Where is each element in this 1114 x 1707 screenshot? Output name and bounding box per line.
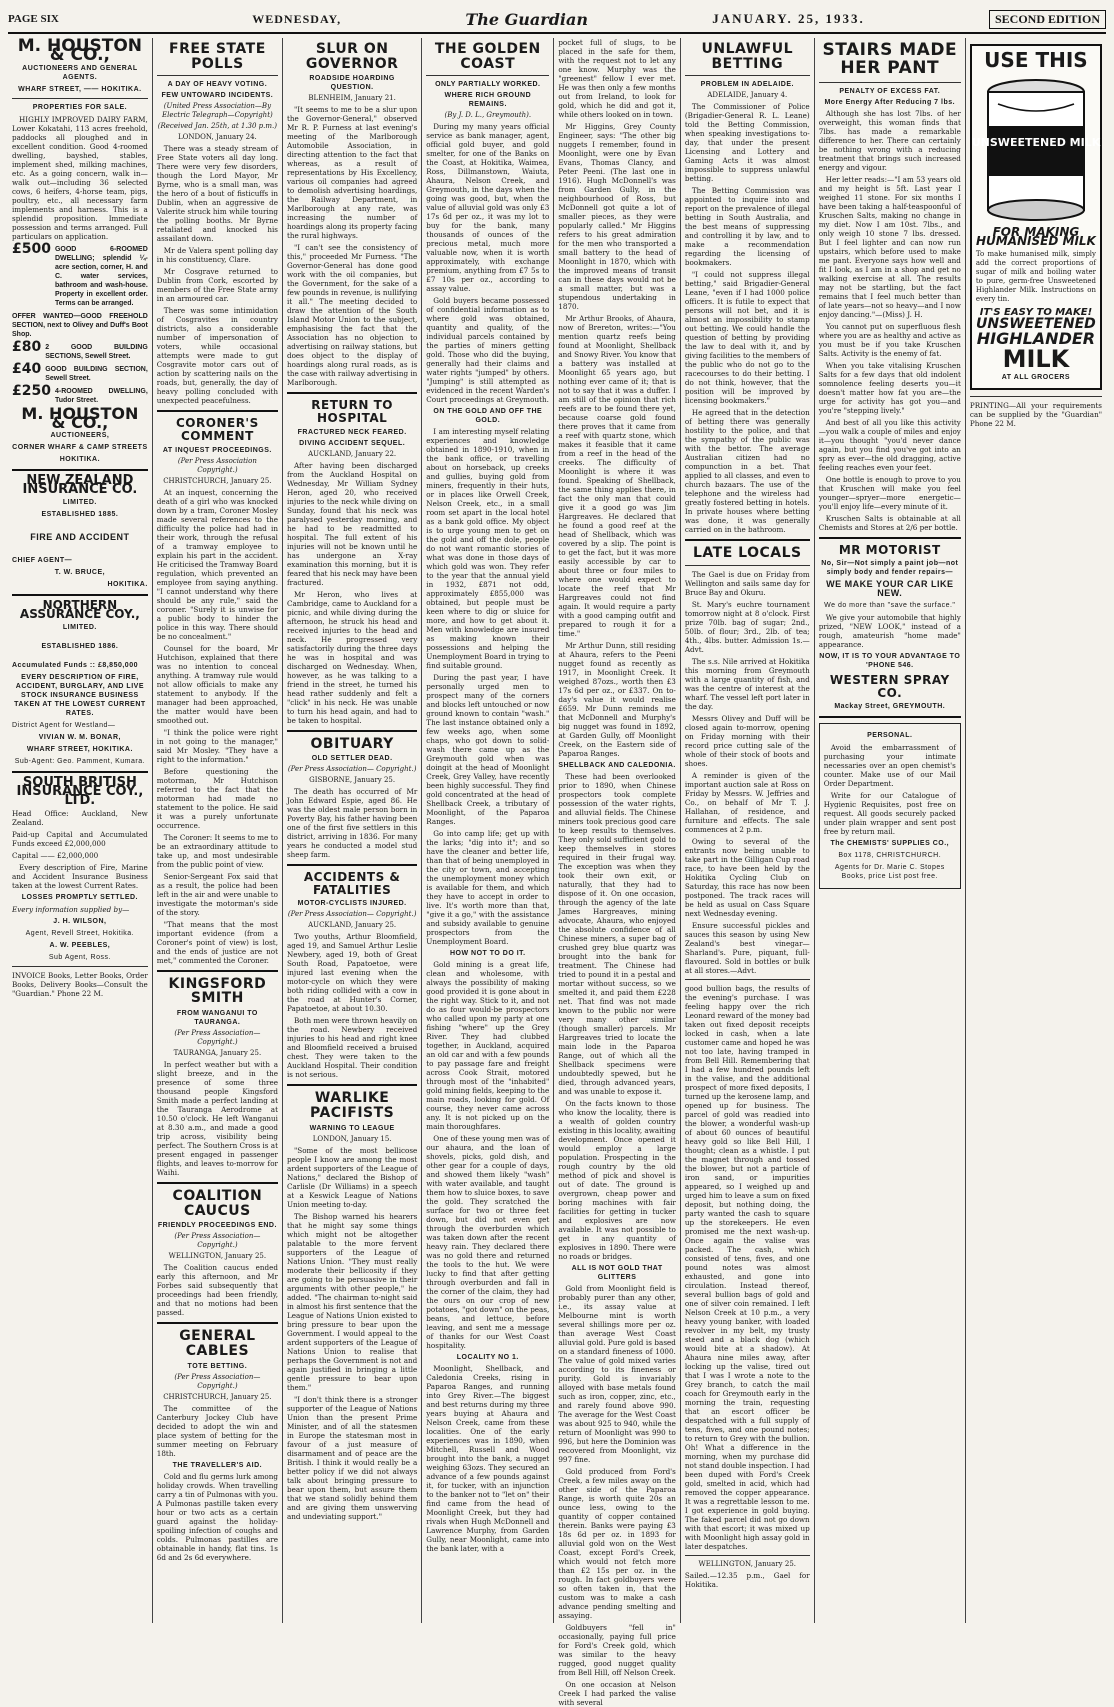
property-250: [12, 383, 148, 405]
kruschen-subhead-1: PENALTY OF EXCESS FAT.: [839, 87, 941, 95]
golden-para: I am interesting myself relating experiences and knowledge obtained in 1890-1910, when in the bank office, or travelling about on horseback, up creeks and gullies, buying gold from miners, frequently in their huts, or in places like Orwell Creek, Nelson Creek, etc., in a small room set apart in the local hotel as a bank gold office. My object is to urge young men to get on the gold and off the dole, people do not want romantic stories of what was done in those days of which gold was won. They refer to the year that the annual yield in 1932, £871 not odd, approximately £855,000 was obtained, but people must be keen where to dig or sluice for more, and how to get about it. Men with knowledge are insured as making known their possessions and helping the Unemployment Board in trying to find suitable ground.: [426, 427, 550, 671]
milk-brand-2: HIGHLANDER: [976, 329, 1096, 348]
column-6: [681, 38, 815, 1623]
accidents-credit: (Per Press Association— Copyright.): [287, 910, 417, 919]
local-item: Owing to several of the entrants now being unable to take part in the Gilligan Cup road race, to have been held by the Hokitika Cycling Club on Saturday, this race has now been postponed. The track races will be held as usual on Cass Square next Wednesday evening.: [684, 837, 810, 919]
houston-wharf: WHARF STREET, —— HOKITIKA.: [18, 86, 142, 93]
golden-cont-para: On the facts known to those who know the locality, there is a wealth of golden country existing in this locality, awaiting development. Once opened it would employ a large population. Prospecting in the rough country by the old method of pick and shovel is out of date. The ground is overgrown, cheap power and boring machines with fair facilities for getting in tucker and explosives are now available. It was not possible to get in any quantity of explosives in 1890. There were no roads or bridges.: [558, 1099, 676, 1261]
kingsford-credit: (Per Press Association— Copyright.): [174, 1028, 261, 1046]
cables-subhead: TOTE BETTING.: [187, 1362, 248, 1370]
south-capital: Capital —— £2,000,000: [12, 851, 99, 860]
personal-heading: PERSONAL.: [867, 732, 913, 740]
accidents-dateline: AUCKLAND, January 25.: [308, 921, 397, 930]
coroner-subhead: AT INQUEST PROCEEDINGS.: [162, 446, 272, 454]
hospital-subhead-2: DIVING ACCIDENT SEQUEL.: [299, 439, 406, 447]
column-8: [966, 38, 1106, 1623]
pacifists-para: "Some of the most bellicose people I know are among the most ardent supporters of the League of Nations," declared the Bishop of Carlisle (Dr Williams) in a speech at a Keswick League of Nations Union meeting to-day.: [286, 1145, 418, 1209]
south-losses: LOSSES PROMPTLY SETTLED.: [21, 894, 139, 901]
coroner-para: Counsel for the board, Mr Hutchison, explained that there was no intention to conceal anything. A tramway rule would not allow officials to make any statement to anybody. If the manager had been approached, the matter would have been smoothed out.: [156, 643, 278, 725]
coroner-para: Before questioning the motorman, Mr Hutchison referred to the fact that the motorman had made no statement to the police. He said it was a purely unfortunate occurrence.: [156, 766, 278, 830]
golden-cont-para: These had been overlooked prior to 1890, when Chinese prospectors took complete possession of the water rights, and alluvial fields. The Chinese miners took precious good care to keep results to themselves. They only sold sufficient gold to keep themselves in stores required in their frugal way. The exception was when they took their own exit, or naturally, that they had to dispose of it. On one occasion, through the agency of the late James Hargreaves, mining advocate, Ahaura, who enjoyed the absolute confidence of all Chinese miners, a super bag of crushed grey blue quartz was brought into the bank for treatment. The Chinese had tried to pound it in a pestal and mortar without success, so we smelted it, and paid them £228 net. That find was not made known to the public nor were very many other similar (though smaller) parcels. Mr Hargreaves tried to locate the main lode in the Paparoa Range, out of which all the Shellback specimens were undoubtedly spewed, but he died, through advanced years, and was unable to expose it.: [558, 772, 676, 1096]
cables-credit: (Per Press Association— Copyright.): [174, 1372, 261, 1390]
kruschen-para: You cannot put on superfluous flesh where you are as healthy and active as you must be if you take Kruschen Salts. Activity is the enemy of fat.: [818, 321, 961, 358]
cables-dateline: CHRISTCHURCH, January 25.: [163, 1392, 272, 1401]
south-british-title: SOUTH BRITISH INSURANCE COY., LTD.: [16, 775, 144, 808]
northern-assurance-title: NORTHERN ASSURANCE COY.,: [19, 598, 140, 621]
golden-cont-para: Goldbuyers "fell in" occasionally, paying full price for Ford's Creek gold, which was similar to the heavy rugged, good nugget quality from Bell Hill, off Nelson Creek.: [558, 1623, 676, 1677]
personal-ad: [819, 723, 961, 889]
property-80: [12, 339, 148, 361]
golden-cont-para: Gold produced from Ford's Creek, a few miles away on the other side of the Paparoa Range, is worth quite 20s an ounce less, owing to the quantity of copper contained therein. Banks were paying £3 18s 6d per oz. in 1893 for alluvial gold won on the West Coast, except Ford's Creek, which would not fetch more than £2 15s per oz. in the rough. In fact goldbuyers were so often taken in, that the custom was to make a cash advance pending smelting and assaying.: [558, 1467, 676, 1620]
south-agent-1-address: Agent, Revell Street, Hokitika.: [25, 930, 135, 937]
local-item: A reminder is given of the important auction sale at Ross on Friday by Messrs. W. Jeffries and Co., on behalf of Mr T. J. Hallahan, of residence, and furniture and effects. The sale commences at 2 p.m.: [684, 771, 810, 835]
return-to-hospital-headline: RETURN TO HOSPITAL: [311, 398, 393, 425]
golden-subhead-4: HOW NOT TO DO IT.: [449, 950, 526, 958]
stairs-made-her-pant-headline: STAIRS MADE HER PANT: [822, 40, 958, 78]
kingsford-dateline: TAURANGA, January 25.: [173, 1048, 262, 1057]
obituary-para: The death has occurred of Mr John Edward Espie, aged 86. He was the oldest male person born in Poverty Bay, his father having been one of the first five settlers in this district, arriving in 1836. For many years he conducted a model stud sheep farm.: [286, 787, 418, 860]
edition-label: SECOND EDITION: [989, 10, 1106, 29]
houston-firm-title: M. HOUSTON & CO.,: [17, 36, 143, 65]
south-description: Every description of Fire, Marine and Accident Insurance Business taken at the lowest Current Rates.: [12, 863, 148, 890]
golden-subhead-3: ON THE GOLD AND OFF THE GOLD.: [433, 408, 543, 425]
column-7: [815, 38, 966, 1623]
golden-byline: (By J. D. L., Greymouth).: [444, 111, 532, 120]
shellback-subhead: SHELLBACK AND CALEDONIA.: [558, 762, 676, 769]
golden-cont-para: Gold from Moonlight field is probably purer than any other, i.e., its assay value at Melbourne mint is worth several shillings more per oz. than average West Coast alluvial gold. Pure gold is based on a standard fineness of 1000. The value of gold mixed varies according to its fineness or purity. Gold is invariably alloyed with base metals found such as iron, copper, zinc, etc., and rarely found above 990. The average for the West Coast was about 925 to 940, while the return of Moonlight was 990 to 996, but here the Dominion was recovered from Moonlight, viz 997 fine.: [558, 1284, 676, 1464]
golden-para: Gold mining is a great life, clean and wholesome, with always the possibility of making good provided it is gone about in the right way. Stick to it, and not do as four would-be prospectors who called upon my party at one fishing "where" up the Grey River. They had clubbed together, in Auckland, acquired an old car and with a few pounds to pay passage fare and freight across Cook Strait, motored through most of the "inhabited" gold mining fields, keeping to the main roads, looking for gold. Of course, they never came across any. It is not picked up on the main thoroughfares.: [426, 960, 550, 1132]
south-head-office: Head Office: Auckland, New Zealand.: [12, 809, 148, 827]
motorist-line-2: WE MAKE YOUR CAR LIKE NEW.: [826, 579, 954, 599]
travellers-aid-subhead: THE TRAVELLER'S AID.: [172, 1461, 263, 1469]
golden-cont-para: Mr Arthur Dunn, still residing at Ahaura, refers to the Peeni nugget found as recently as 1917, in Moonlight Creek. It weighed 87ozs., worth then £3 17s 6d per oz., or £337. On to-day's value it would realise £659. Mr Dunn reminds me that McDonnell and Murphy's big nugget was found in 1892, at Garden Gully, off Moonlight Creek, on the Eastern side of Paparoa Ranges.: [558, 641, 676, 758]
page-label: PAGE SIX: [8, 13, 59, 25]
milk-tin-icon: [971, 74, 1101, 224]
nz-limited: LIMITED.: [62, 499, 97, 506]
slur-para: "It seems to me to be a slur upon the Governor-General," observed Mr R. P. Furness at last evening's meeting of the Marlborough Automobile Association, in directing attention to the fact that whereas, as a result of representations by His Excellency, various oil companies had agreed to demolish advertising hoardings, the Railway Department, in Marlborough at any rate, was increasing the number of hoardings along its property facing the rural highways.: [286, 105, 418, 241]
coroner-para: The Coroner: It seems to me to be an extraordinary attitude to take up, and most undesirable from the public point of view.: [156, 832, 278, 869]
coalition-credit: (Per Press Association— Copyright.): [174, 1232, 261, 1250]
local-item: Ensure successful pickles and sauces this season by using New Zealand's best vinegar—Sharland's. Pure, piquant, full-flavoured. Sold in bottles or bulk at all stores.—Advt.: [684, 921, 810, 976]
property-500: [12, 241, 148, 308]
betting-para: He agreed that in the detection of betting there was generally hostility to the police, and that the sympathy of the public was with the bettor. The average Australian citizen had no compunction in a bet. That applied to all classes, and even to church bazaars. The use of the telephone and the wireless had greatly fostered betting in hotels. In private houses where betting was done, it was generally carried on in the bathroom.: [684, 408, 810, 535]
property-40-desc: GOOD BUILDING SECTION, Sewell Street.: [45, 366, 148, 382]
motorist-line-1: No, Sir—Not simply a paint job—not simply body and fender repairs—: [821, 560, 959, 577]
pacifists-subhead: WARNING TO LEAGUE: [309, 1124, 395, 1132]
golden-subhead-5: LOCALITY NO 1.: [456, 1354, 519, 1362]
motorist-line-3: We do more than "save the surface.": [824, 602, 956, 610]
kruschen-para: Her letter reads:—"I am 53 years old and my height is 5ft. Last year I weighed 11 stone. For six months I have been taking a half-teaspoonful of Kruschen Salts, making no change in my diet. Now I am 10st. 7lbs., and only weigh 10 stone 7 lbs. dressed. But I feel lighter and can now run upstairs, which before used to make me pant. Everyone says how well and fit I look, as I am in a shop and get no walking exercise at all. The results may not be startling, but the fact remains that I feel much better than of late years—not so heavy—and I now enjoy dancing."—(Miss) J. H.: [818, 174, 961, 319]
local-item: The s.s. Nile arrived at Hokitika this morning from Greymouth with a large quantity of fish, and was the centre of interest at the wharf. The vessel left port later in the day.: [684, 657, 810, 712]
coalition-caucus-headline: COALITION CAUCUS: [172, 1187, 263, 1219]
golden-para: One of these young men was of our ahaura, and the loan of shovels, picks, gold dish, and other gear for a couple of days, and showed them likely "wash" with water available, and taught them how to sluice boxes, to save the gold. They scratched the surface for two or three feet down, but did not even get through the overburden which was taken down after the recent heavy rain. They declared there was no gold there and returned the tools to the hut. We were lucky to find that after getting through overburden and fall in the corner of the claim, they had the ours on our crop of new potatoes, "got down" on the peas, beans, and lettuce, before leaving, and sent me a message of thanks for our West Coast hospitality.: [426, 1134, 550, 1351]
northern-description: EVERY DESCRIPTION OF FIRE, ACCIDENT, BURGLARY, AND LIVE STOCK INSURANCE BUSINESS TAKEN AT THE LOWEST CURRENT RATES.: [14, 674, 146, 717]
houston-subtitle: AUCTIONEERS AND GENERAL AGENTS.: [22, 65, 138, 81]
betting-para: The Commissioner of Police (Brigadier-General R. L. Leane) told the Betting Commission, when speaking investigations to-day, that under the present Licensing and Lottery and Gaming Acts it was almost impossible to suppress unlawful betting.: [684, 102, 810, 184]
coalition-dateline: WELLINGTON, January 25.: [168, 1252, 267, 1261]
motorist-phone: NOW, IT IS TO YOUR ADVANTAGE TO 'PHONE 546.: [819, 653, 961, 670]
kruschen-para: Kruschen Salts is obtainable at all Chemists and Stores at 2/6 per bottle.: [818, 513, 961, 532]
northern-limited: LIMITED.: [62, 624, 97, 631]
personal-address: Box 1178, CHRISTCHURCH.: [838, 852, 942, 860]
free-state-polls-headline: FREE STATE POLLS: [169, 41, 266, 72]
personal-company: The CHEMISTS' SUPPLIES CO.,: [830, 840, 950, 848]
personal-agents: Agents for Dr. Marie C. Stopes Books, price List post free.: [834, 864, 945, 881]
golden-subhead-2: WHERE RICH GROUND REMAINS.: [444, 92, 532, 109]
glitters-subhead: ALL IS NOT GOLD THAT GLITTERS: [571, 1265, 663, 1281]
free-state-para: Mr Cosgrave returned to Dublin from Cork, escorted by members of the Free State army in an armoured car.: [156, 267, 278, 304]
columns: [8, 36, 1106, 1707]
hospital-subhead-1: FRACTURED NECK FEARED.: [297, 428, 407, 436]
houston-address: CORNER WHARF & CAMP STREETS: [12, 444, 148, 451]
coroners-comment-headline: CORONER'S COMMENT: [176, 416, 259, 443]
golden-subhead-1: ONLY PARTIALLY WORKED.: [435, 81, 541, 89]
houston-firm-title-2: M. HOUSTON & CO.,: [21, 404, 139, 432]
golden-cont-para: Mr Higgins, Grey County Engineer, says: "The other big nuggets I remember, found in Moonlight, were one by Evan Evans, Thomas Clancy, and Peter Peeni. (The last one in 1916). Hugh McDonnell's was from Garden Gully, in the neighbourhood of Ross, but McDonnell got quite a lot of smaller pieces, as they were popularly called." Mr Higgins refers to his great admiration for the men who transported a small battery to the head of Moonlight in 1870, which with the improved means of transit can in these days would not be a small matter, but was a stupendous undertaking in 1870.: [558, 122, 676, 311]
nz-agent-town: HOKITIKA.: [107, 581, 148, 588]
motorist-para: We give your automobile that highly prized, "NEW LOOK," instead of a rough, amateurish "home made" appearance.: [818, 613, 961, 650]
kruschen-para: And best of all you like this activity—you walk a couple of miles and enjoy it—you thought "you'd never dance again, but you find you've got into an spry as ever—the old dragging, active feeling reaches even your feet.: [818, 417, 961, 472]
accidents-para: Both men were thrown heavily on the road. Newbery received injuries to his head and right knee and Bloomfield received a bruised chest. They were taken to the Auckland Hospital. Their condition is not serious.: [286, 1016, 418, 1080]
personal-para: Avoid the embarrassment of purchasing your intimate necessaries over an open chemist's counter. Make use of our Mail Order Department.: [823, 743, 956, 789]
free-state-dateline: LONDON, January 24.: [177, 133, 257, 142]
slur-dateline: BLENHEIM, January 21.: [308, 94, 396, 103]
houston-town: HOKITIKA.: [59, 456, 101, 463]
pacifists-dateline: LONDON, January 15.: [312, 1134, 392, 1143]
south-agent-1: J. H. WILSON,: [53, 918, 107, 925]
free-state-para: There was some intimidation of Cosgravites in country districts, also a considerable number of impersonation of voters, while occasional attempts were made to gut Cosgravite motor cars out of action by scattering nails on the roads, but, generally, the day of heavy polling concluded with unexpected peacefulness.: [156, 306, 278, 406]
south-paid-up: Paid-up Capital and Accumulated Funds exceed £2,000,000: [12, 830, 148, 848]
column-2: [153, 38, 283, 1623]
coalition-para: The Coalition caucus ended early this afternoon, and Mr Forbes said subsequently that proceedings had been friendly, and that no motions had been passed.: [156, 1263, 278, 1318]
obituary-credit: (Per Press Association— Copyright.): [287, 765, 417, 774]
masthead-date: JANUARY. 25, 1933.: [712, 11, 865, 26]
betting-para: "I could not suppress illegal betting," said Brigadier-General Leane, "even if I had 1000 police officers. It is futile to expect that persons will not bet, and it is almost an impossibility to stamp out betting. We could handle the question of betting by providing the law to deal with it, and by giving facilities to the members of the public who do not go to the racecourses to do their betting. I do not think, however, that the position will be improved by licensing bookmakers.": [684, 270, 810, 406]
late-locals-headline: LATE LOCALS: [692, 545, 802, 562]
accidents-para: Two youths, Arthur Bloomfield, aged 19, and Samuel Arthur Leslie Newbery, aged 19, both of Great South Road, Papatoetoe, were injured last evening when the motor-cycle on which they were both riding collided with a cow in the road at Hunter's Corner, Papatoetoe, at about 10.30.: [286, 932, 418, 1014]
northern-established: ESTABLISHED 1886.: [41, 643, 119, 650]
accidents-subhead: MOTOR-CYCLISTS INJURED.: [297, 900, 407, 908]
northern-address: WHARF STREET, HOKITIKA.: [26, 746, 133, 753]
kruschen-subhead-2: More Energy After Reducing 7 lbs.: [824, 98, 956, 106]
obituary-dateline: GISBORNE, January 25.: [309, 776, 396, 785]
golden-cont-para: good bullion bags, the results of the evening's purchase. I was feeling happy over the rich Leonard reward of the money bad taken out fixed deposit receipts locked in cash, when a late customer came and hoped he was not too late, having tramped in from Bell Hill. Remembering that I had a few hundred pounds left in the valise, and the additional prospect of more fixed deposits, I turned up the kerosene lamp, and opened up for business. The parcel of gold was readied into the blower, a wonderful wash-up of about 60 ounces of beautiful heavy gold so like Bell Hill, I thought; clean as a whistle. I put the magnet through and tossed the blower, but not a particle of iron sand, or impurities appeared, so I weighed up and urged him to leave a sum on fixed deposit, but nothing doing, the party wanted the cash to square up the storekeepers. He even promised me the next wash-up. Once again the valise was packed. The cash, which consisted of tens, fives, and one pound notes was almost exhausted, and gone into circulation. Instead thereof, several bullion bags of gold and one of silver coin remained. I left Nelson Creek at 10 p.m., a very heavy young banker, with loaded revolver in my belt, my trusty steed and a black dog (which would bite at a shadow). At Ahaura nine miles away, after locking up the valise, tired out that I was I wrote a note to the Grey branch, to catch the mail coach for Greymouth early in the morning the train, requesting that an escort officer be despatched with a full supply of tens, fives, and one pound notes; to return to Grey with the bullion. Oh! What a difference in the morning, when my purchase did not stand double inspection. I had been duped with Ford's Creek gold, smelted in acid, which had removed the copper appearance. It was a regrettable lesson to me. I got experience in gold buying. The faked parcel did not go down with that escort; it was mixed up with Moonlight high assay gold in later despatches.: [684, 984, 810, 1552]
milk-brand-1: UNSWEETENED: [976, 316, 1096, 332]
dairy-farm-ad: HIGHLY IMPROVED DAIRY FARM, Lower Kokatahi, 113 acres freehold, paddocks all ploughed and in excellent condition. Good 4-roomed dwelling, bayshed, stables, implement shed, milking machines, etc. As a going concern, walk in—walk out—including 36 selected cows, 6 heifers, 4-horse team, pigs, poultry, etc., all necessary farm implements and harness. This is a splendid proposition. Immediate possession and terms arranged. Full particulars on application.: [12, 115, 148, 241]
property-250-desc: 4-ROOMED DWELLING, Tudor Street.: [54, 388, 148, 404]
south-agent-2-address: Sub Agent, Ross.: [48, 954, 111, 961]
pacifists-para: "I don't think there is a stronger supporter of the League of Nations Union than the present Prime Minister, and of all the statesmen in Europe the statesman most in favour of a just measure of disarmament and of peace are the British. I think it would really be a better policy if we did not always talk about bringing pressure to bear upon them, but assure them that we stand solidly behind them and are giving them unswerving and undeviating support.": [286, 1394, 418, 1521]
hospital-para: Mr Heron, who lives at Cambridge, came to Auckland for a picnic, and while diving during the afternoon, he struck his head and received injuries to the head and neck. He progressed very satisfactorily during the three days he was in hospital and was discharged on Wednesday. When, however, as he was talking to a friend in the street, he turned his head rather suddenly and felt a "click" in his neck. He was unable to turn his head again, and had to be taken to hospital.: [286, 589, 418, 725]
travellers-aid-para: Cold and flu germs lurk among holiday crowds. When travelling carry a tin of Pulmonas with you. A Pulmonas pastille taken every hour or two acts as a certain guard against the holiday-spoiling infection of coughs and colds. Pulmonas pastilles are obtainable in handy, flat tins. 1s 6d and 2s 6d everywhere.: [156, 1471, 278, 1562]
accidents-fatalities-headline: ACCIDENTS & FATALITIES: [303, 870, 401, 897]
price-500: £500: [12, 241, 51, 257]
kruschen-para: When you take vitalising Kruschen Salts for a few days that old indolent somnolence feeling deserts you—it doesn't matter how fat you are—the urge for activity has got you—and you're "stepping lively.": [818, 360, 961, 415]
south-agent-2: A. W. PEEBLES,: [49, 942, 111, 949]
highlander-milk-ad: [970, 44, 1102, 390]
kingsford-smith-headline: KINGSFORD SMITH: [168, 975, 267, 1007]
warlike-pacifists-headline: WARLIKE PACIFISTS: [309, 1090, 395, 1122]
kingsford-subhead: FROM WANGANUI TO TAURANGA.: [176, 1009, 258, 1026]
price-250: £250: [12, 383, 51, 399]
masthead-paper-title: The Guardian: [465, 9, 588, 29]
golden-cont-para: pocket full of slugs, to be placed in the safe for them, with the request not to let any one know. Murphy was the "greenest" fellow I ever met. He was then only a few months out from Ireland, to look for gold, which he did and got it, while others looked on in town.: [558, 38, 676, 119]
local-item: The Gael is due on Friday from Wellington and sails same day for Bruce Bay and Okuru.: [684, 570, 810, 598]
local-item: St. Mary's euchre tournament tomorrow night at 8 o'clock. First prize 70lb. bag of sugar; 2nd., 50lb. of flour; 3rd., 2lb. of tea; 4th., 4lbs. butter. Admission 1s.—Advt.: [684, 600, 810, 655]
price-40: £40: [12, 361, 42, 377]
offer-wanted: OFFER WANTED—GOOD FREEHOLD SECTION, next to Olivey and Duff's Boot Shop.: [12, 313, 148, 338]
coroner-para: Senior-Sergeant Fox said that as a result, the police had been left in the air and were unable to investigate the motorman's side of the story.: [156, 871, 278, 917]
free-state-credit: (United Press Association—By Electric Telegraph—Copyright): [162, 102, 273, 120]
slur-subhead: ROADSIDE HOARDING QUESTION.: [309, 75, 395, 92]
coroner-para: "That means that the most important evidence (from a Coroner's point of view) is lost, and the ends of justice are not met," commented the Coroner.: [156, 919, 278, 965]
local-item: Messrs Olivey and Duff will be closed again to-morrow, opening on Friday morning with their record price cutting sale of the whole of their stock of boots and shoes.: [684, 714, 810, 769]
property-40: [12, 361, 148, 383]
slur-para: "I can't see the consistency of this," proceeded Mr Furness. "The Governor-General has done good work with the oil companies, but the Government, for the sake of a few pounds in revenue, is nullifying it all." The meeting decided to draw the attention of the South Island Motor Union to the subject, emphasising the fact that the Association has no objection to advertising on railway stations, but does object to the display of hoardings along rural roads, as is the case with railway advertising in Marlborough.: [286, 243, 418, 388]
south-info: Every information supplied by—: [12, 905, 130, 914]
golden-para: During the past year, I have personally urged men to prospect many of the corners and blocks left untouched or now ground known to contain "wash." The last instance obtained only a few weeks ago, when some chaps, who got down to solid-wash there came up as the Greymouth gold when was doingit at the head of Moonlight Creek, Grey Valley, have recently been highly successful. They find gold concentrated at the head of Shellback Creek, a tributary of Moonlight, of the Paparoa Ranges.: [426, 673, 550, 827]
kruschen-para: Although she has lost 7lbs. of her overweight, this woman finds that 7lbs. has made a remarkable difference to her. There can certainly be nothing wrong with a reducing treatment that brings such increased energy and vigour.: [818, 108, 961, 172]
coalition-subhead: FRIENDLY PROCEEDINGS END.: [157, 1222, 277, 1230]
hospital-para: After having been discharged from the Auckland Hospital on Wednesday, Mr William Sydney Heron, aged 20, who received injuries to the neck while diving on Sunday, found that his neck was paralysed yesterday morning, and he had to be readmitted to hospital. The full extent of his injuries will not be known until he has undergone an X-ray examination this morning, but it is feared that his neck may have been fractured.: [286, 460, 418, 587]
nz-agent-name: T. W. BRUCE,: [54, 569, 106, 576]
pacifists-para: The Bishop warned his hearers that he might say some things which might not be altogether palatable to the more fervent supporters of the League of Nations Union. "They must really moderate their bellicosity if they are going to be persuasive in their arguments with other people," he added. "The chairman to-night said in almost his first sentence that the League of Nations Union existed to bring pressure to bear upon the Government. I would appeal to the ardent supporters of the League of Nations Union to realise that perhaps the Government is not and again justified in bringing a little gentle pressure to bear upon them.": [286, 1211, 418, 1392]
personal-para: Write for our Catalogue of Hygienic Requisites, post free on request. All goods securely packed under plain wrapper and sent post free by return mail.: [823, 791, 956, 837]
northern-agent: VIVIAN W. M. BONAR,: [38, 734, 121, 741]
obituary-headline: OBITUARY: [310, 735, 394, 752]
coroner-para: At an inquest, concerning the death of a girl who was knocked down by a tram, Coroner Mosley made several references to the difficulty the police had had in their work, through the refusal of a tramway employee to explain his part in the accident. He criticised the Tramway Board regulation, which prevented an employee from saying anything. "I cannot understand why there should be any rule," said the coroner. "Surely it is unwise for a public body to hinder the police in this way. There should be no concealment.": [156, 487, 278, 641]
northern-district-label: District Agent for Westland—: [12, 722, 116, 729]
shipping-sailed: Sailed.—12.35 p.m., Gael for Hokitika.: [684, 1571, 810, 1590]
golden-cont-para: On one occasion at Nelson Creek I had parked the valise with several: [558, 1680, 676, 1707]
golden-para: Moonlight, Shellback, and Caledonia Creeks, rising in Paparoa Ranges, and running into Grey River.—The biggest and best returns during my three years buying at Ahaura and Nelson Creek, came from these localities. One of the early experiences was in 1890, when Mitchell, Russell and Wood brought into the bank, a nugget weighing 63ozs. They secured an advance of a few pounds against it, for tucker, with an injunction to the banker not to "let on" their find came from the head of Moonlight Creek, but they had rivals when Hugh McDonnell and Lawrence Murphy, from Garden Gully, near Moonlight, came into the bank later, with a: [426, 1364, 550, 1554]
price-80: £80: [12, 339, 42, 355]
betting-subhead: PROBLEM IN ADELAIDE.: [700, 81, 794, 89]
betting-para: The Betting Commission was appointed to inquire into and report on the prevalence of illegal betting in South Australia, and the best means of suppressing and controlling it by law, and to make a recommendation regarding the licensing of bookmakers.: [684, 186, 810, 268]
masthead-day: WEDNESDAY,: [252, 11, 342, 26]
kingsford-para: In perfect weather but with a slight breeze, and in the presence of some three thousand people Kingsford Smith made a perfect landing at the Tauranga Aerodrome at 10.50 o'clock. He left Wanganui at 8.30 a.m., and made a good trip across, visibility being perfect. The Southern Cross is at present engaged in passenger flights, and leaves to-morrow for Waihi.: [156, 1059, 278, 1177]
milk-for-making: FOR MAKING HUMANISED MILK: [976, 225, 1096, 248]
coroner-para: "I think the police were right in not going to the manager," said Mr Mosley. "They have a right to the information.": [156, 727, 278, 764]
property-80-desc: 2 GOOD BUILDING SECTIONS, Sewell Street.: [45, 344, 148, 360]
slur-on-governor-headline: SLUR ON GOVERNOR: [305, 41, 399, 72]
nz-fire-accident: FIRE AND ACCIDENT: [30, 532, 130, 542]
column-5: [554, 38, 681, 1707]
golden-para: Gold buyers became possessed of confidential information as to where gold was obtained, quantity and quality, of the individual parcels contained by the parties of miners getting gold. Those who did the buying, generally had their claims and water rights "jumped" by others. "Jumping" is still attempted as evidenced in the recent Warden's Court proceedings at Greymouth.: [426, 296, 550, 405]
masthead: [8, 6, 1106, 34]
golden-cont-para: Mr Arthur Brooks, of Ahaura, now of Brereton, writes:—"You mention quartz reefs being found at Moonlight, Shellback and Snowy River. You know that a battery was installed at Moonlight 65 years ago, but nothing ever came of it; that is not to say that it was a duffer. I am still of the opinion that rich reefs are to be found there yet, because coarse gold found there proves that it came from a reef with quartz stone, which makes it feasible that it came from a reef in the head of the creeks. The difficulty of Moonlight is where it was found. Speaking of Shellback, the same thing applies there, in fact the only man that could give it a good go was Jim Hargreaves. He declared that he found a good reef at the head of Shellback, which was covered by a slip. The point is to get the fact, but it was more easily accessible by car to about three or four miles to where one would expect to locate the reef that Mr Hargreaves could not find again. It would require a party with a good camping outfit and prepared to rough it for a time.": [558, 314, 676, 638]
golden-para: Go into camp life; get up with the larks; "dig into it"; and so have the cleaner and better life, than that of being unemployed in the city or town, and accepting the unemployment money which is available for them, and which they have to accept in order to live. It's worth more than that, "give it a go," with the assistance and subsidy available to genuine prospectors from the Unemployment Board.: [426, 829, 550, 947]
nz-insurance-title: NEW ZEALAND INSURANCE CO.: [22, 473, 138, 497]
hospital-dateline: AUCKLAND, January 22.: [308, 449, 397, 458]
milk-use-this: USE THIS: [984, 48, 1088, 72]
obituary-subhead: OLD SETTLER DEAD.: [311, 755, 393, 763]
milk-tin-label: UNSWEETENED MILK: [971, 136, 1101, 149]
properties-heading: PROPERTIES FOR SALE.: [32, 104, 128, 111]
milk-grocers: AT ALL GROCERS: [1001, 374, 1071, 381]
houston-auctioneers: AUCTIONEERS,: [50, 432, 110, 439]
milk-body: To make humanised milk, simply add the correct proportions of sugar of milk and boiling water to pure, germ-free Unsweetened Highlander Milk. Instructions on every tin.: [975, 250, 1096, 303]
nz-established: ESTABLISHED 1885.: [41, 511, 119, 518]
western-spray-headline: WESTERN SPRAY CO.: [829, 673, 950, 700]
general-cables-headline: GENERAL CABLES: [179, 1328, 256, 1359]
cables-para: The committee of the Canterbury Jockey Club have decided to adopt the win and place system of betting for the summer meeting on February 18th.: [156, 1403, 278, 1458]
milk-easy: IT'S EASY TO MAKE!: [979, 307, 1093, 318]
free-state-subhead-2: FEW UNTOWARD INCIDENTS.: [161, 92, 274, 100]
northern-sub-agent: Sub-Agent: Geo. Pamment, Kumara.: [14, 758, 146, 765]
northern-funds: Accumulated Funds :: £8,850,000: [12, 662, 138, 669]
printing-ad: PRINTING—All your requirements can be supplied by the "Guardian" Phone 22 M.: [969, 401, 1102, 428]
free-state-para: There was a steady stream of Free State voters all day long. There were very few disorders, though the Lord Mayor, Mr Byrne, who is a small man, was the hero of a bout of fisticuffs in Dublin, when an aggressive de Valerite struck him while touring the polling booths. Mr Byrne retaliated and knocked his assailant down.: [156, 144, 278, 244]
free-state-received: (Received Jan. 25th, at 1.30 p.m.): [157, 122, 277, 131]
western-spray-address: Mackay Street, GREYMOUTH.: [834, 703, 946, 711]
free-state-para: Mr de Valera spent polling day in his constituency, Clare.: [156, 246, 278, 265]
property-500-desc: GOOD 6-ROOMED DWELLING; splendid ¼-acre section, corner, H. and C. water services, bathroom and wash-house. Property in excellent order. Terms can be arranged.: [54, 246, 148, 307]
coroner-credit: (Per Press Association Copyright.): [177, 456, 257, 474]
free-state-subhead-1: A DAY OF HEAVY VOTING.: [167, 81, 268, 89]
invoice-books-ad: INVOICE Books, Letter Books, Order Books, Delivery Books—Consult the "Guardian." Phone 22 M.: [12, 971, 148, 998]
coroner-dateline: CHRISTCHURCH, January 25.: [163, 476, 272, 485]
kruschen-para: One bottle is enough to prove to you that Kruschen will make you feel younger—spryer—more energetic—you'll enjoy life—every minute of it.: [818, 474, 961, 511]
betting-dateline: ADELAIDE, January 4.: [707, 91, 788, 100]
golden-coast-headline: THE GOLDEN COAST: [434, 41, 541, 72]
column-4: [422, 38, 554, 1623]
column-3: [283, 38, 422, 1623]
golden-para: During my many years official service as bank manager, agent, official gold buyer, and gold smelter, for one of the Banks on the Coast, at Hokitika, Waimea, Ross, Dillmanstown, Waiuta, Ahaura, Nelson Creek, and Greymouth, in the days when the going was good, but, when the value of alluvial gold was only £3 17s 6d per oz., it was my lot to buy for the bank, many thousands of ounces of the precious metal, much more valuable now, when it is worth approximately, with exchange premium, anything from £7 5s to £7 10s per oz., according to assay value.: [426, 122, 550, 294]
shipping-dateline: WELLINGTON, January 25.: [698, 1560, 796, 1569]
column-1: [8, 38, 153, 1623]
mr-motorist-headline: MR MOTORIST: [838, 542, 941, 557]
milk-brand-3: MILK: [1002, 345, 1070, 373]
nz-chief-agent-label: CHIEF AGENT—: [12, 557, 73, 564]
unlawful-betting-headline: UNLAWFUL BETTING: [701, 41, 794, 72]
